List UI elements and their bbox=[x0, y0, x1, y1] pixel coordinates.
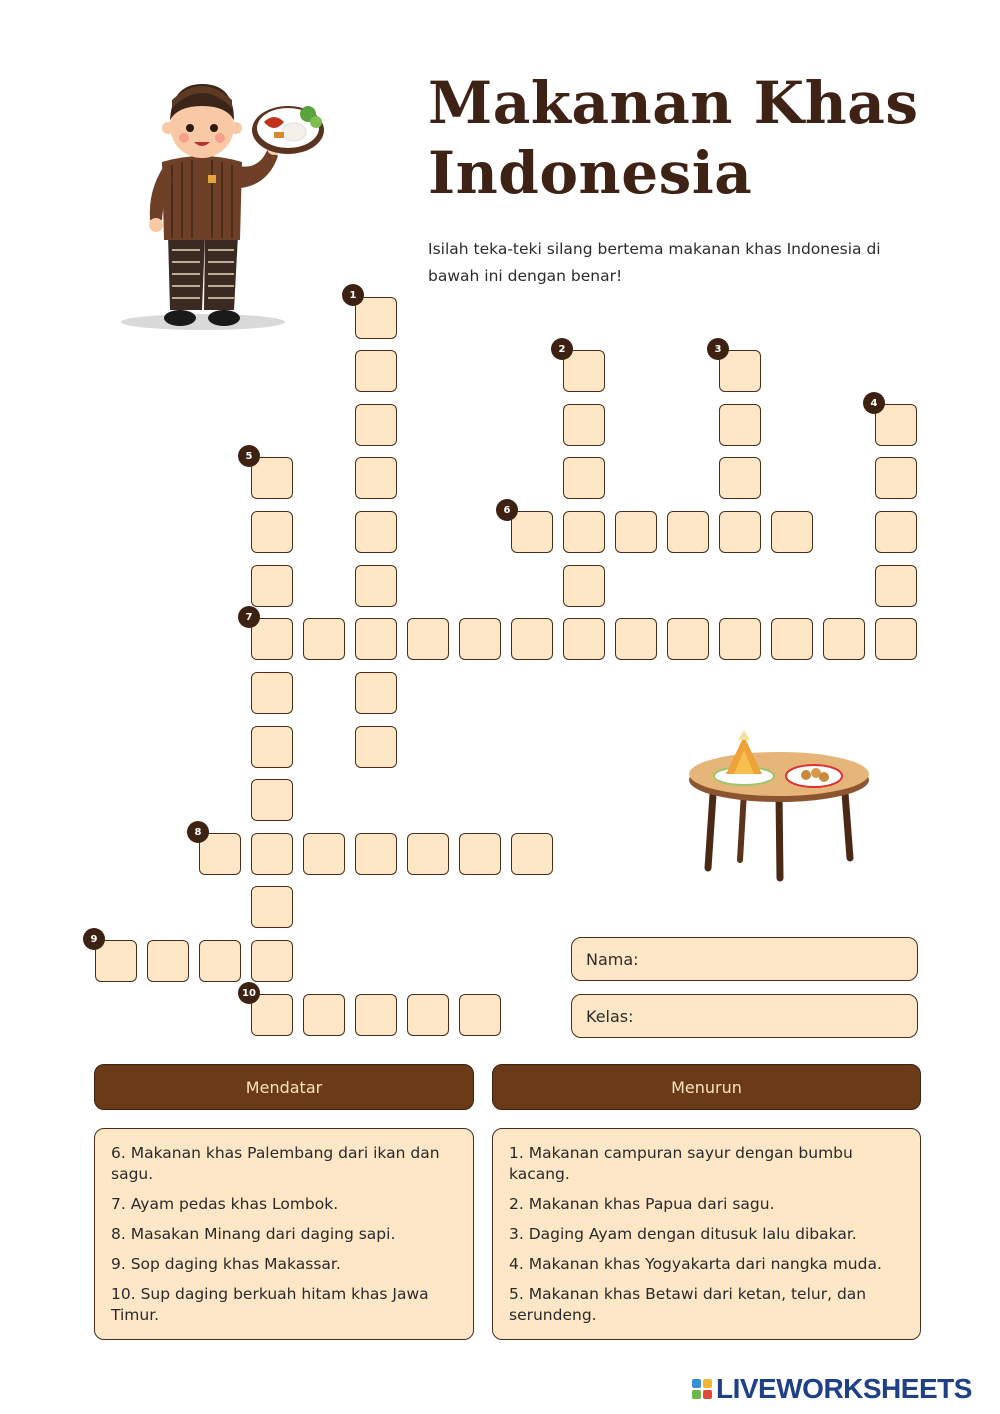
class-input[interactable] bbox=[640, 997, 917, 1035]
down-clue-2: 2. Makanan khas Papua dari sagu. bbox=[509, 1195, 775, 1213]
crossword-cell[interactable] bbox=[355, 726, 397, 768]
clue-number-badge: 2 bbox=[551, 338, 573, 360]
crossword-cell[interactable] bbox=[875, 618, 917, 660]
crossword-cell[interactable] bbox=[719, 404, 761, 446]
crossword-cell[interactable] bbox=[199, 940, 241, 982]
down-clue-3: 3. Daging Ayam dengan ditusuk lalu dibakar. bbox=[509, 1225, 857, 1243]
down-clue-4: 4. Makanan khas Yogyakarta dari nangka muda. bbox=[509, 1255, 882, 1273]
class-label: Kelas: bbox=[586, 1006, 634, 1026]
liveworksheets-logo-icon bbox=[692, 1379, 712, 1399]
name-field bbox=[571, 937, 918, 981]
across-clue-9: 9. Sop daging khas Makassar. bbox=[111, 1255, 341, 1273]
instructions-text: Isilah teka-teki silang bertema makanan khas Indonesia di bawah ini dengan benar! bbox=[428, 240, 881, 285]
watermark-text: LIVEWORKSHEETS bbox=[716, 1373, 972, 1404]
crossword-cell[interactable] bbox=[407, 618, 449, 660]
crossword-cell[interactable] bbox=[667, 618, 709, 660]
clue-number-badge: 4 bbox=[863, 392, 885, 414]
down-header: Menurun bbox=[492, 1064, 921, 1110]
crossword-cell[interactable] bbox=[251, 886, 293, 928]
crossword-cell[interactable] bbox=[771, 618, 813, 660]
across-clues bbox=[94, 1128, 474, 1340]
liveworksheets-watermark bbox=[692, 1374, 972, 1404]
clue-number-badge: 9 bbox=[83, 928, 105, 950]
name-input[interactable] bbox=[645, 940, 917, 978]
title-line-1: Makanan Khas bbox=[428, 69, 919, 137]
crossword-cell[interactable] bbox=[251, 994, 293, 1036]
across-clue-6: 6. Makanan khas Palembang dari ikan dan sagu. bbox=[111, 1144, 440, 1183]
crossword-cell[interactable] bbox=[251, 726, 293, 768]
crossword-cell[interactable] bbox=[459, 994, 501, 1036]
crossword-cell[interactable] bbox=[719, 618, 761, 660]
crossword-cell[interactable] bbox=[147, 940, 189, 982]
crossword-cell[interactable] bbox=[407, 994, 449, 1036]
clue-number-badge: 3 bbox=[707, 338, 729, 360]
crossword-cell[interactable] bbox=[615, 618, 657, 660]
clue-number-badge: 10 bbox=[238, 982, 260, 1004]
crossword-cell[interactable] bbox=[875, 511, 917, 553]
crossword-cell[interactable] bbox=[303, 994, 345, 1036]
crossword-cell[interactable] bbox=[459, 618, 501, 660]
crossword-cell[interactable] bbox=[355, 565, 397, 607]
crossword-cell[interactable] bbox=[563, 618, 605, 660]
name-label: Nama: bbox=[586, 949, 639, 969]
down-clue-1: 1. Makanan campuran sayur dengan bumbu kacang. bbox=[509, 1144, 853, 1183]
clue-number-badge: 7 bbox=[238, 606, 260, 628]
crossword-cell[interactable] bbox=[251, 779, 293, 821]
crossword-cell[interactable] bbox=[303, 618, 345, 660]
crossword-cell[interactable] bbox=[355, 350, 397, 392]
across-clue-7: 7. Ayam pedas khas Lombok. bbox=[111, 1195, 339, 1213]
across-clue-8: 8. Masakan Minang dari daging sapi. bbox=[111, 1225, 396, 1243]
across-header: Mendatar bbox=[94, 1064, 474, 1110]
crossword-cell[interactable] bbox=[251, 672, 293, 714]
across-clue-10: 10. Sup daging berkuah hitam khas Jawa Timur. bbox=[111, 1285, 429, 1324]
down-clue-5: 5. Makanan khas Betawi dari ketan, telur, dan serundeng. bbox=[509, 1285, 867, 1324]
page-title bbox=[428, 68, 918, 208]
crossword-cell[interactable] bbox=[719, 457, 761, 499]
crossword-cell[interactable] bbox=[563, 404, 605, 446]
crossword-cell[interactable] bbox=[303, 833, 345, 875]
clue-number-badge: 5 bbox=[238, 445, 260, 467]
clue-number-badge: 8 bbox=[187, 821, 209, 843]
crossword-cell[interactable] bbox=[355, 511, 397, 553]
crossword-cell[interactable] bbox=[563, 565, 605, 607]
class-field bbox=[571, 994, 918, 1038]
crossword-cell[interactable] bbox=[251, 833, 293, 875]
crossword-cell[interactable] bbox=[771, 511, 813, 553]
title-line-2: Indonesia bbox=[428, 139, 753, 207]
crossword-cell[interactable] bbox=[355, 404, 397, 446]
boy-with-food-illustration bbox=[110, 70, 340, 340]
crossword-cell[interactable] bbox=[459, 833, 501, 875]
food-table-illustration bbox=[684, 728, 874, 886]
crossword-cell[interactable] bbox=[615, 511, 657, 553]
crossword-cell[interactable] bbox=[355, 994, 397, 1036]
crossword-cell[interactable] bbox=[719, 511, 761, 553]
crossword-cell[interactable] bbox=[667, 511, 709, 553]
crossword-cell[interactable] bbox=[251, 940, 293, 982]
crossword-cell[interactable] bbox=[251, 511, 293, 553]
clue-number-badge: 1 bbox=[342, 284, 364, 306]
crossword-cell[interactable] bbox=[563, 511, 605, 553]
crossword-cell[interactable] bbox=[875, 457, 917, 499]
crossword-cell[interactable] bbox=[355, 833, 397, 875]
crossword-cell[interactable] bbox=[563, 457, 605, 499]
crossword-cell[interactable] bbox=[875, 565, 917, 607]
crossword-cell[interactable] bbox=[355, 618, 397, 660]
crossword-cell[interactable] bbox=[511, 618, 553, 660]
crossword-cell[interactable] bbox=[251, 457, 293, 499]
crossword-cell[interactable] bbox=[511, 511, 553, 553]
crossword-cell[interactable] bbox=[407, 833, 449, 875]
crossword-cell[interactable] bbox=[823, 618, 865, 660]
crossword-cell[interactable] bbox=[251, 618, 293, 660]
crossword-cell[interactable] bbox=[355, 297, 397, 339]
crossword-cell[interactable] bbox=[511, 833, 553, 875]
crossword-cell[interactable] bbox=[251, 565, 293, 607]
clue-number-badge: 6 bbox=[496, 499, 518, 521]
crossword-cell[interactable] bbox=[355, 457, 397, 499]
crossword-cell[interactable] bbox=[355, 672, 397, 714]
down-clues bbox=[492, 1128, 921, 1340]
